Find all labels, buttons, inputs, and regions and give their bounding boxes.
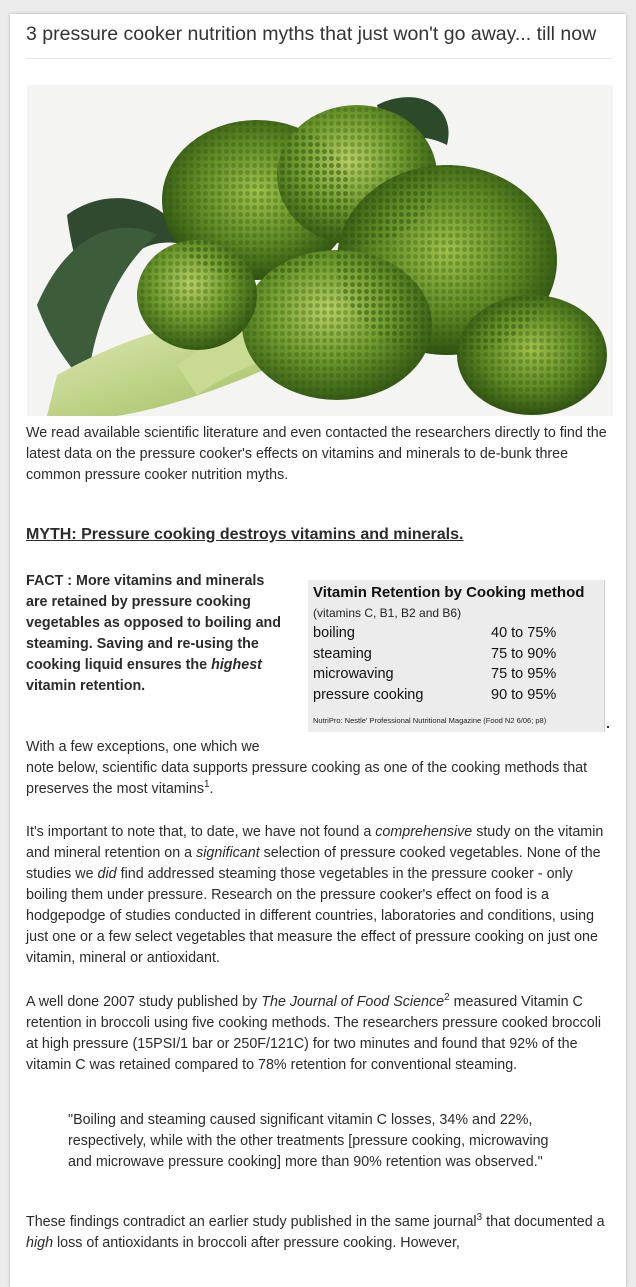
paragraph-2-text: selection of pressure cooked vegetables. None of the studies we: [26, 845, 601, 882]
paragraph-4: [26, 1212, 611, 1254]
table-source: NutriPro: Nestle' Professional Nutritional Magazine (Food N2 6/06; p8): [313, 716, 547, 725]
hero-image: [27, 85, 613, 416]
table-row-range: 75 to 95%: [491, 666, 557, 682]
paragraph-4-text: These findings contradict an earlier study published in the same journal: [26, 1214, 477, 1230]
paragraph-3-text: measured Vitamin C retention in broccoli using five cooking methods. The researchers pressure cooked broccoli at high pressure (15PSI/1 bar or 250F/121C) for two minutes and found that 92% of the vitamin C was retained compared to 78% retention for conventional steaming.: [26, 994, 602, 1073]
intro-paragraph: We read available scientific literature and even contacted the researchers directly to find the latest data on the pressure cooker's effects on vitamins and minerals to de-bunk three common pressure cooker nutrition myths.: [26, 425, 607, 483]
paragraph-2-emphasis: comprehensive: [375, 824, 473, 840]
table-row-range: 90 to 95%: [491, 687, 557, 703]
paragraph-4-text: loss of antioxidants in broccoli after pressure cooking. However,: [53, 1235, 460, 1251]
stray-dot: [607, 726, 609, 728]
title-divider: [26, 58, 612, 59]
table-row-range: 40 to 75%: [491, 625, 557, 641]
paragraph-2-emphasis: did: [97, 866, 117, 882]
paragraph-2-text: It's important to note that, to date, we have not found a: [26, 824, 376, 840]
footnote-ref-2[interactable]: 2: [444, 992, 450, 1004]
vitamin-retention-table: [308, 580, 605, 732]
paragraph-2: [26, 822, 611, 969]
paragraph-2-text: find addressed steaming those vegetables in the pressure cooker - only boiling them under pressure. Research on the pressure cooker's effect on food is a hodgepodge of studies conducted in different countries, laboratories and conditions, using just one or a few select vegetables that measure the effect of pressure cooking on just one vitamin, mineral or antioxidant.: [26, 866, 598, 966]
table-title: Vitamin Retention by Cooking method: [313, 584, 585, 601]
table-row-range: 75 to 90%: [491, 646, 557, 662]
paragraph-1-line1: With a few exceptions, one which we: [26, 739, 260, 755]
broccoli-illustration: [27, 85, 613, 416]
paragraph-1-text: note below, scientific data supports pressure cooking as one of the cooking methods that preserves the most vitamins: [26, 760, 588, 797]
paragraph-2-text: study on the vitamin and mineral retention on a: [26, 824, 604, 861]
paragraph-1-end: .: [209, 781, 214, 797]
study-quote: "Boiling and steaming caused significant vitamin C losses, 34% and 22%, respectively, while with the other treatments [pressure cooking, microwaving and microwave pressure cooking] more than 90% retention was observed.": [68, 1112, 549, 1170]
fact-statement: [26, 571, 288, 697]
table-row-method: pressure cooking: [313, 687, 424, 703]
journal-name: The Journal of Food Science: [261, 994, 445, 1010]
footnote-ref-1[interactable]: 1: [203, 779, 210, 791]
paragraph-2-emphasis: significant: [196, 845, 260, 861]
paragraph-3: [26, 992, 611, 1076]
table-row-method: microwaving: [313, 666, 394, 682]
article-card: [10, 14, 626, 1287]
paragraph-4-text: that documented a: [482, 1214, 605, 1230]
footnote-ref-3[interactable]: 3: [476, 1212, 483, 1224]
paragraph-1: [26, 737, 611, 800]
fact-emphasis: highest: [211, 657, 262, 673]
paragraph-4-emphasis: high: [26, 1235, 54, 1251]
paragraph-3-text: A well done 2007 study published by: [26, 994, 262, 1010]
article-title: 3 pressure cooker nutrition myths that just won't go away... till now: [26, 23, 597, 45]
myth-heading: MYTH: Pressure cooking destroys vitamins and minerals.: [26, 526, 464, 543]
table-row-method: boiling: [313, 625, 355, 641]
table-row-method: steaming: [313, 646, 372, 662]
fact-prefix: FACT : More vitamins and minerals are retained by pressure cooking vegetables as opposed to boiling and steaming. Saving and re-using the cooking liquid ensures the: [26, 573, 281, 673]
table-subtitle: (vitamins C, B1, B2 and B6): [313, 606, 462, 620]
fact-suffix: vitamin retention.: [26, 678, 146, 694]
